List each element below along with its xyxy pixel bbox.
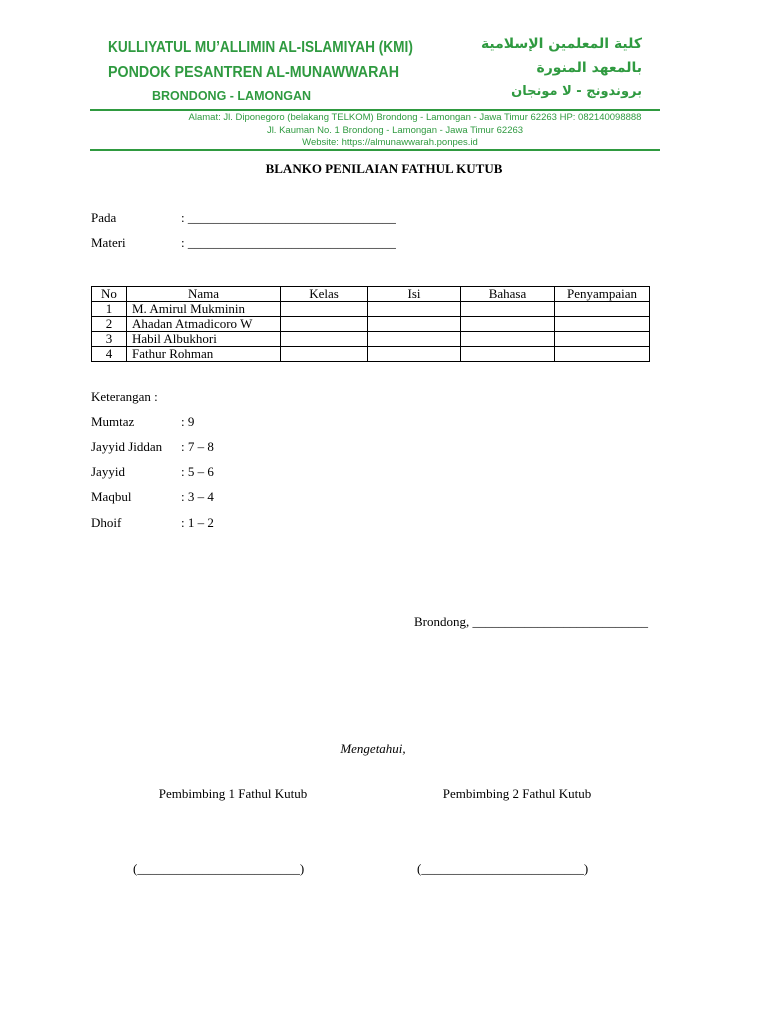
institution-location: BRONDONG - LAMONGAN	[152, 89, 312, 103]
cell-bahasa	[461, 302, 555, 317]
website: Website: https://almunawwarah.ponpes.id	[302, 137, 478, 148]
table-row	[92, 302, 650, 317]
cell-isi	[368, 317, 461, 332]
legend-value-mumtaz: : 9	[181, 414, 195, 429]
field-value-materi: : ________________________________	[181, 235, 396, 250]
cell-isi	[368, 302, 461, 317]
letterhead-divider-bottom	[90, 149, 660, 151]
address-line1: Alamat: Jl. Diponegoro (belakang TELKOM) Brondong - Lamongan - Jawa Timur 62263 HP: 082140098888	[188, 112, 642, 123]
col-header-bahasa: Bahasa	[461, 287, 555, 302]
field-label-materi: Materi	[91, 235, 126, 250]
arabic-name-line1: كلية المعلمين الإسلامية	[480, 36, 642, 52]
cell-kelas	[281, 317, 368, 332]
table-header-row	[92, 287, 650, 302]
row-number: 4	[92, 347, 127, 362]
place-date-line: Brondong, ___________________________	[414, 614, 648, 629]
table-row	[92, 332, 650, 347]
supervisor1-title: Pembimbing 1 Fathul Kutub	[158, 786, 308, 801]
row-number: 1	[92, 302, 127, 317]
row-name: M. Amirul Mukminin	[127, 302, 281, 317]
cell-isi	[368, 347, 461, 362]
cell-bahasa	[461, 317, 555, 332]
row-name: Habil Albukhori	[127, 332, 281, 347]
letterhead	[90, 30, 660, 150]
arabic-location: بروندونج - لا مونجان	[511, 84, 642, 99]
col-header-nama: Nama	[127, 287, 281, 302]
supervisor2-title: Pembimbing 2 Fathul Kutub	[442, 786, 592, 801]
signature-line1: (_________________________)	[133, 861, 305, 876]
arabic-name-line2: بالمعهد المنورة	[536, 60, 642, 76]
legend-label-dhoif: Dhoif	[91, 515, 122, 530]
cell-penyampaian	[555, 347, 650, 362]
field-value-pada: : ________________________________	[181, 210, 396, 225]
col-header-kelas: Kelas	[281, 287, 368, 302]
legend-value-dhoif: : 1 – 2	[181, 515, 214, 530]
institution-name: KULLIYATUL MU’ALLIMIN AL-ISLAMIYAH (KMI)	[108, 39, 413, 56]
cell-isi	[368, 332, 461, 347]
row-number: 2	[92, 317, 127, 332]
acknowledged-label: Mengetahui,	[340, 741, 406, 756]
cell-kelas	[281, 332, 368, 347]
legend-label-jayyid-jiddan: Jayyid Jiddan	[91, 439, 163, 454]
cell-penyampaian	[555, 317, 650, 332]
cell-bahasa	[461, 347, 555, 362]
row-number: 3	[92, 332, 127, 347]
cell-penyampaian	[555, 332, 650, 347]
table-row	[92, 347, 650, 362]
legend-value-jayyid: : 5 – 6	[181, 464, 214, 479]
signature-line2: (_________________________)	[417, 861, 589, 876]
legend-value-maqbul: : 3 – 4	[181, 489, 214, 504]
address-line2: Jl. Kauman No. 1 Brondong - Lamongan - Jawa Timur 62263	[266, 125, 524, 136]
grade-table	[91, 286, 650, 362]
cell-penyampaian	[555, 302, 650, 317]
legend-heading: Keterangan :	[91, 389, 158, 404]
col-header-isi: Isi	[368, 287, 461, 302]
cell-kelas	[281, 347, 368, 362]
legend-label-maqbul: Maqbul	[91, 489, 132, 504]
col-header-penyampaian: Penyampaian	[555, 287, 650, 302]
document-title: BLANKO PENILAIAN FATHUL KUTUB	[265, 161, 503, 176]
legend-value-jayyid-jiddan: : 7 – 8	[181, 439, 214, 454]
letterhead-divider-top	[90, 109, 660, 111]
legend-label-mumtaz: Mumtaz	[91, 414, 135, 429]
cell-bahasa	[461, 332, 555, 347]
institution-subname: PONDOK PESANTREN AL-MUNAWWARAH	[108, 64, 400, 81]
row-name: Ahadan Atmadicoro W	[127, 317, 281, 332]
cell-kelas	[281, 302, 368, 317]
table-row	[92, 317, 650, 332]
field-label-pada: Pada	[91, 210, 117, 225]
row-name: Fathur Rohman	[127, 347, 281, 362]
col-header-no: No	[92, 287, 127, 302]
legend-label-jayyid: Jayyid	[91, 464, 125, 479]
